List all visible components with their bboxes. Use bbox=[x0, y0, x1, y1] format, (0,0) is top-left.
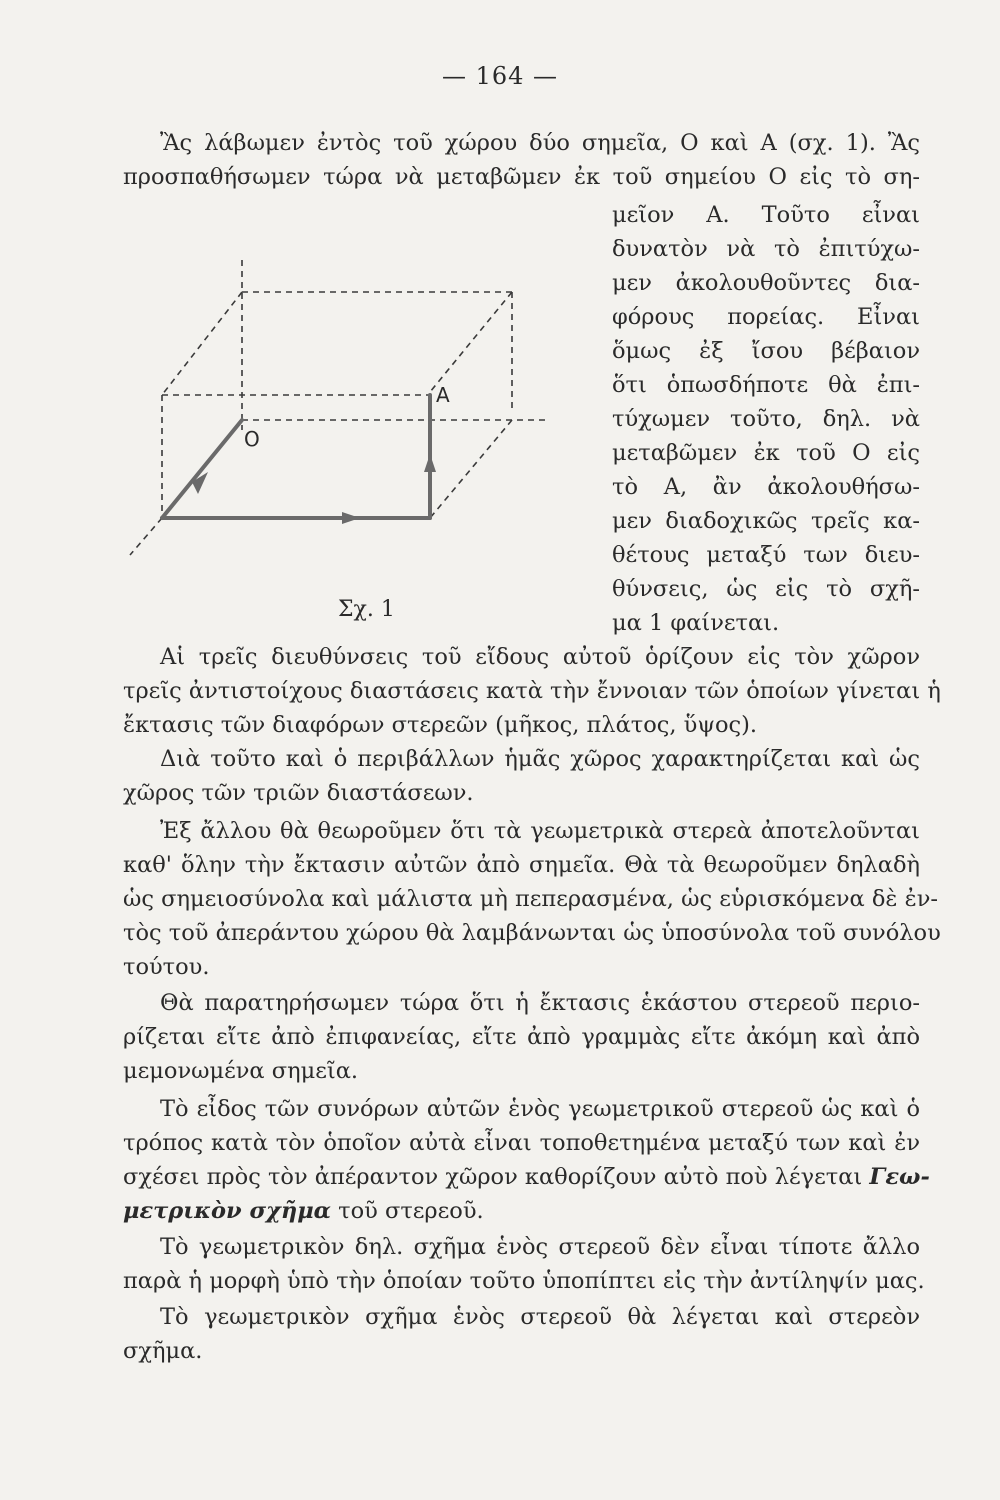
dashed-edge bbox=[430, 292, 512, 392]
side-text-line: τύχωμεν τοῦτο, δηλ. νὰ bbox=[612, 406, 920, 432]
paragraph-6-line-1: Τὸ εἶδος τῶν συνόρων αὐτῶν ἑνὸς γεωμετρικοῦ στερεοῦ ὡς καὶ ὁ bbox=[160, 1096, 920, 1122]
paragraph-7-line-2: παρὰ ἡ μορφὴ ὑπὸ τὴν ὁποίαν τοῦτο ὑποπίπτει εἰς τὴν ἀντίληψίν μας. bbox=[123, 1268, 925, 1294]
side-text-line: μεταβῶμεν ἐκ τοῦ Ο εἰς bbox=[612, 440, 920, 466]
term-geometric-shape-part-2: μετρικὸν σχῆμα bbox=[123, 1198, 331, 1224]
paragraph-4-line-3: ὡς σημειοσύνολα καὶ μάλιστα μὴ πεπερασμένα, ὡς εὑρισκόμενα δὲ ἐν- bbox=[123, 886, 938, 912]
paragraph-4-line-5: τούτου. bbox=[123, 954, 210, 980]
side-text-line: μεν διαδοχικῶς τρεῖς κα- bbox=[612, 508, 920, 534]
path-segment-diagonal bbox=[162, 420, 242, 518]
paragraph-4-line-1: Ἐξ ἄλλου θὰ θεωροῦμεν ὅτι τὰ γεωμετρικὰ στερεὰ ἀποτελοῦνται bbox=[160, 818, 920, 844]
paragraph-6-line-4-text: τοῦ στερεοῦ. bbox=[338, 1198, 484, 1224]
paragraph-5-line-2: ρίζεται εἴτε ἀπὸ ἐπιφανείας, εἴτε ἀπὸ γραμμὰς εἴτε ἀκόμη καὶ ἀπὸ bbox=[123, 1024, 920, 1050]
figure-caption: Σχ. 1 bbox=[338, 597, 395, 622]
paragraph-6-line-2: τρόπος κατὰ τὸν ὁποῖον αὐτὰ εἶναι τοποθετημένα μεταξύ των καὶ ἐν bbox=[123, 1130, 920, 1156]
term-geometric-shape-part-1: Γεω- bbox=[869, 1164, 930, 1190]
side-text-line: μα 1 φαίνεται. bbox=[612, 610, 780, 636]
side-text-line: ὅτι ὁπωσδήποτε θὰ ἐπι- bbox=[612, 372, 920, 398]
arrow-horizontal bbox=[342, 512, 360, 524]
paragraph-2-line-2: τρεῖς ἀντιστοίχους διαστάσεις κατὰ τὴν ἔννοιαν τῶν ὁποίων γίνεται ἡ bbox=[123, 678, 941, 704]
side-text-line: φόρους πορείας. Εἶναι bbox=[612, 304, 920, 330]
paragraph-5-line-3: μεμονωμένα σημεῖα. bbox=[123, 1058, 359, 1084]
paragraph-3-line-2: χῶρος τῶν τριῶν διαστάσεων. bbox=[123, 780, 474, 806]
paragraph-1-line-1: Ἂς λάβωμεν ἐντὸς τοῦ χώρου δύο σημεῖα, Ο καὶ Α (σχ. 1). Ἂς bbox=[160, 130, 920, 156]
paragraph-7-line-1: Τὸ γεωμετρικὸν δηλ. σχῆμα ἑνὸς στερεοῦ δὲν εἶναι τίποτε ἄλλο bbox=[160, 1234, 920, 1260]
paragraph-8-line-2: σχῆμα. bbox=[123, 1338, 203, 1364]
paragraph-5-line-1: Θὰ παρατηρήσωμεν τώρα ὅτι ἡ ἔκτασις ἑκάστου στερεοῦ περιο- bbox=[160, 990, 920, 1016]
arrow-vertical bbox=[424, 454, 436, 472]
side-text-line: μεν ἀκολουθοῦντες δια- bbox=[612, 270, 920, 296]
side-text-line: μεῖον Α. Τοῦτο εἶναι bbox=[612, 202, 920, 228]
label-O: Ο bbox=[244, 427, 260, 451]
side-text-line: θύνσεις, ὡς εἰς τὸ σχῆ- bbox=[612, 576, 920, 602]
page-number: — 164 — bbox=[441, 62, 559, 90]
paragraph-2-line-1: Αἱ τρεῖς διευθύνσεις τοῦ εἴδους αὐτοῦ ὁρίζουν εἰς τὸν χῶρον bbox=[160, 644, 920, 670]
dashed-edge bbox=[430, 420, 512, 518]
dashed-edge bbox=[162, 292, 242, 395]
side-text-line: τὸ Α, ἂν ἀκολουθήσω- bbox=[612, 474, 920, 500]
side-text-line: ὅμως ἐξ ἴσου βέβαιον bbox=[612, 338, 920, 364]
paragraph-2-line-3: ἔκτασις τῶν διαφόρων στερεῶν (μῆκος, πλάτος, ὕψος). bbox=[123, 712, 758, 738]
paragraph-6-line-3 bbox=[123, 1160, 930, 1194]
dashed-edge bbox=[130, 518, 162, 555]
side-text-line: θέτους μεταξύ των διευ- bbox=[612, 542, 920, 568]
label-A: Α bbox=[436, 383, 450, 407]
paragraph-6-line-4 bbox=[123, 1194, 484, 1228]
paragraph-6-line-3-text: σχέσει πρὸς τὸν ἀπέραντον χῶρον καθορίζουν αὐτὸ ποὺ λέγεται bbox=[123, 1164, 863, 1190]
paragraph-3-line-1: Διὰ τοῦτο καὶ ὁ περιβάλλων ἡμᾶς χῶρος χαρακτηρίζεται καὶ ὡς bbox=[160, 746, 920, 772]
paragraph-1-line-2: προσπαθήσωμεν τώρα νὰ μεταβῶμεν ἐκ τοῦ σημείου Ο εἰς τὸ ση- bbox=[123, 164, 920, 190]
paragraph-8-line-1: Τὸ γεωμετρικὸν σχῆμα ἑνὸς στερεοῦ θὰ λέγεται καὶ στερεὸν bbox=[160, 1304, 920, 1330]
side-text-line: δυνατὸν νὰ τὸ ἐπιτύχω- bbox=[612, 236, 920, 262]
paragraph-4-line-2: καθ' ὅλην τὴν ἔκτασιν αὐτῶν ἀπὸ σημεῖα. Θὰ τὰ θεωροῦμεν δηλαδὴ bbox=[123, 852, 920, 878]
paragraph-4-line-4: τὸς τοῦ ἀπεράντου χώρου θὰ λαμβάνωνται ὡς ὑποσύνολα τοῦ συνόλου bbox=[123, 920, 941, 946]
figure-box-diagram bbox=[120, 250, 560, 590]
